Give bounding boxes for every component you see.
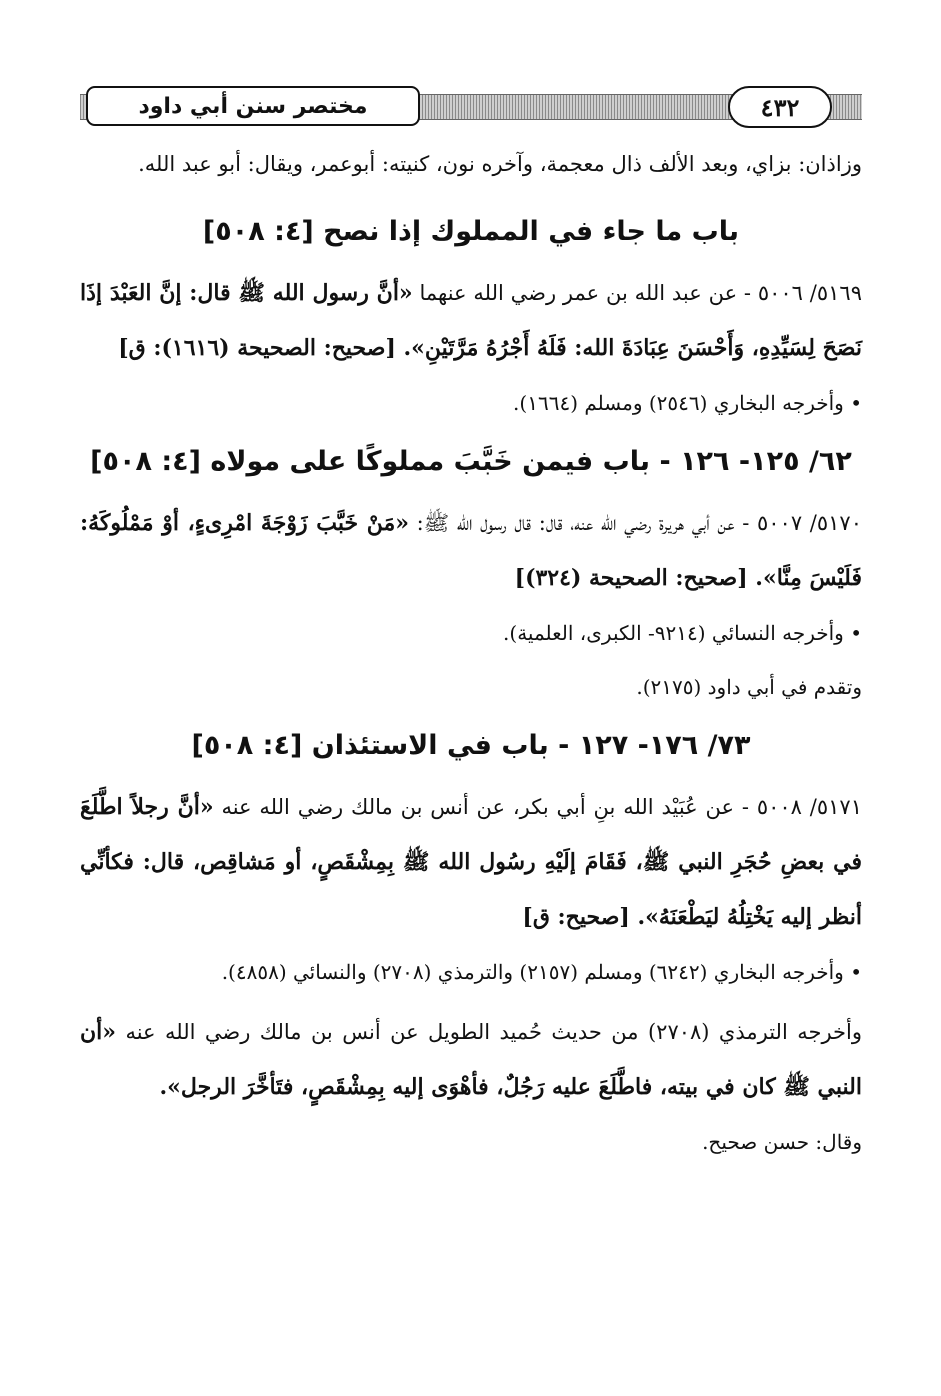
closing-remark: وقال: حسن صحيح. xyxy=(702,1130,862,1154)
extra-quote: «أن النبي ﷺ كان في بيته، فاطَّلَعَ عليه رَجُلٌ، فأهْوَى إليه بِمِشْقَصٍ، فتَأخَّرَ الرجل». xyxy=(80,1019,862,1100)
page-number: ٤٣٢ xyxy=(728,86,832,128)
extra-text: وأخرجه الترمذي (٢٧٠٨) من حديث حُميد الطويل عن أنس بن مالك رضي الله عنه xyxy=(116,1020,862,1044)
hadith-number: ٥١٧٠/ ٥٠٠٧ - xyxy=(734,511,862,535)
takhrij-5171: • وأخرجه البخاري (٦٢٤٢) ومسلم (٢١٥٧) والترمذي (٢٧٠٨) والنسائي (٤٨٥٨). xyxy=(221,960,862,984)
book-title: مختصر سنن أبي داود xyxy=(86,86,420,126)
takhrij-5169: • وأخرجه البخاري (٢٥٤٦) ومسلم (١٦٦٤). xyxy=(513,391,862,415)
section-heading-1: باب ما جاء في المملوك إذا نصح [٤: ٥٠٨] xyxy=(202,216,740,247)
section-heading-3: ٧٣/ ١٧٦- ١٢٧ - باب في الاستئذان [٤: ٥٠٨] xyxy=(191,730,751,761)
page-content xyxy=(80,138,862,1169)
hadith-5169 xyxy=(80,266,862,376)
hadith-number: ٥١٧١/ ٥٠٠٨ - xyxy=(734,795,862,819)
hadith-quote: «مَنْ خَبَّبَ زَوْجَةَ امْرِىءٍ، أوْ مَمْلُوكَهُ: فَلَيْسَ مِنَّا». [صحيح: الصحيحة (٣٢٤)] xyxy=(80,510,862,591)
takhrij-5170: • وأخرجه النسائي (٩٢١٤- الكبرى، العلمية). xyxy=(503,621,862,645)
hadith-quote: «أنَّ رجلاً اطَّلَعَ في بعضِ حُجَرِ النبي ﷺ، فَقَامَ إلَيْهِ رسُول الله ﷺ بِمِشْقَصٍ، أو مَشاقِص، قال: فكأنِّي أنظر إليه يَخْتِلُهُ ليَطْعَنَهُ». [صحيح: ق] xyxy=(80,794,862,930)
hadith-5171 xyxy=(80,780,862,945)
page-header xyxy=(80,82,862,132)
extra-narration xyxy=(80,1005,862,1115)
hadith-text: عن أبي هريرة رضي الله عنه، قال: قال رسول الله ﷺ: xyxy=(409,511,735,535)
hadith-text: عن عبد الله بن عمر رضي الله عنهما xyxy=(412,281,738,305)
hadith-text: عن عُبَيْد الله بنِ أبي بكر، عن أنس بن مالك رضي الله عنه xyxy=(213,795,735,819)
hadith-quote: «أنَّ رسول الله ﷺ قال: إنَّ العَبْدَ إذَا نَصَحَ لِسَيِّدِهِ، وَأَحْسَنَ عِبَادَةَ الله: فَلَهُ أَجْرُهُ مَرَّتَيْنِ». [صحيح: الصحيحة (١٦١٦): ق] xyxy=(80,280,862,361)
note-5170: وتقدم في أبي داود (٢١٧٥). xyxy=(636,675,862,699)
hadith-5170 xyxy=(80,496,862,606)
section-heading-2: ٦٢/ ١٢٥- ١٢٦ - باب فيمن خَبَّبَ مملوكًا على مولاه [٤: ٥٠٨] xyxy=(90,446,852,477)
intro-paragraph: وزاذان: بزاي، وبعد الألف ذال معجمة، وآخره نون، كنيته: أبوعمر، ويقال: أبو عبد الله. xyxy=(138,152,862,176)
hadith-number: ٥١٦٩/ ٥٠٠٦ - xyxy=(737,281,862,305)
